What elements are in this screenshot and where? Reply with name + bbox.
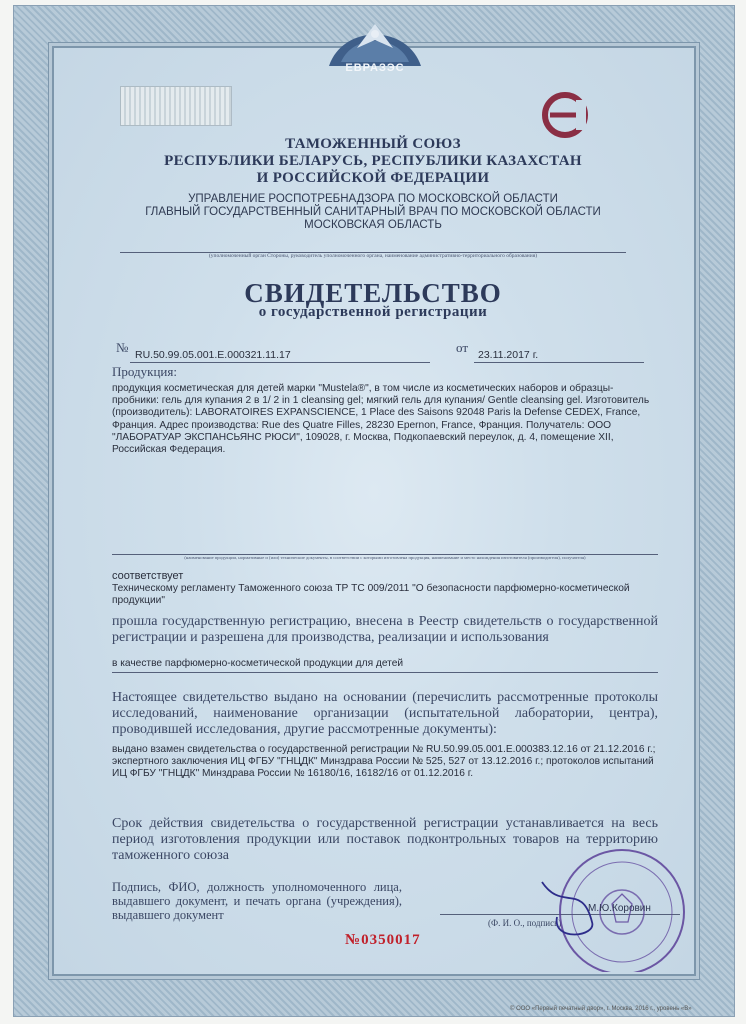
registry-text: прошла государственную регистрацию, внесена в Реестр свидетельств о государственной регистрации и разрешена для производства, реализации и использования — [112, 614, 658, 645]
signatory-name: М.Ю.Коровин — [588, 903, 651, 914]
basis-details: выдано взамен свидетельства о государственной регистрации № RU.50.99.05.001.Е.000383.12.16 от 21.12.2016 г.; экспертного заключения ИЦ ФГБУ "ГНЦДК" Минздрава России № 525, 527 от 13.12.2016 г.; протоколов испытаний ИЦ ФГБУ "ГНЦДК" Минздрава России № 16180/16, 16182/16 от 01.12.2016 г. — [112, 744, 656, 780]
hologram-sticker — [120, 86, 232, 126]
number-label: № — [116, 340, 129, 355]
union-line-2: РЕСПУБЛИКИ БЕЛАРУСЬ, РЕСПУБЛИКИ КАЗАХСТАН — [164, 153, 582, 169]
date-label: от — [456, 340, 469, 355]
union-line-1: ТАМОЖЕННЫЙ СОЮЗ — [285, 136, 461, 152]
number-rule — [130, 362, 430, 363]
conformity-label: соответствует — [112, 570, 184, 582]
signature-caption: (Ф. И. О., подпись) — [488, 918, 562, 928]
product-caption: (наименование продукции, нормативные и (или) технические документы, в соответствии с которыми изготовлена продукция, наименование и место нахождения изготовителя (производителя), получателя) — [184, 555, 586, 560]
date-rule — [474, 362, 644, 363]
product-text: продукция косметическая для детей марки "Mustela®", в том числе из косметических наборов и образцы-пробники: гель для купания 2 в 1/ 2 in 1 cleansing gel; мягкий гель для купания/ Gentle cleansing gel. Изготовитель (производитель): LABORATOIRES EXPANSCIENCE, 1 Place des Saisons 92048 Paris la Defense CEDEX, France, Франция. Адрес производства: Rue des Quatre Filles, 28230 Epernon, France, Франция. Получатель: ООО "ЛАБОРАТУАР ЭКСПАНСЬЯНС РЮСИ", 109028, г. Москва, Подкопаевский переулок, д. 4, помещение XII, Российская Федерация. — [112, 383, 650, 456]
product-label: Продукция: — [112, 364, 177, 379]
serial-number: №0350017 — [345, 932, 421, 948]
authority-line-2: ГЛАВНЫЙ ГОСУДАРСТВЕННЫЙ САНИТАРНЫЙ ВРАЧ ПО МОСКОВСКОЙ ОБЛАСТИ — [145, 206, 601, 218]
signature-text: Подпись, ФИО, должность уполномоченного лица, выдавшего документ, и печать органа (учреждения), выдавшего документ — [112, 880, 402, 922]
union-line-3: И РОССИЙСКОЙ ФЕДЕРАЦИИ — [256, 170, 490, 186]
conformity-text: Техническому регламенту Таможенного союза ТР ТС 009/2011 "О безопасности парфюмерно-косметической продукции" — [112, 583, 630, 607]
conformity-mark-icon — [540, 90, 590, 140]
document-subtitle: о государственной регистрации — [258, 304, 488, 320]
authority-line-1: УПРАВЛЕНИЕ РОСПОТРЕБНАДЗОРА ПО МОСКОВСКОЙ ОБЛАСТИ — [188, 193, 558, 205]
printer-footer: © ООО «Первый печатный двор», г. Москва, 2016 г., уровень «В» — [510, 1006, 692, 1012]
usage-text: в качестве парфюмерно-косметической продукции для детей — [112, 658, 404, 669]
registration-date: 23.11.2017 г. — [478, 349, 539, 361]
authority-line-3: МОСКОВСКАЯ ОБЛАСТЬ — [304, 219, 442, 231]
validity-text: Срок действия свидетельства о государственной регистрации устанавливается на весь период изготовления продукции или поставок подконтрольных товаров на территорию таможенного союза — [112, 816, 658, 863]
basis-text: Настоящее свидетельство выдано на основании (перечислить рассмотренные протоколы исследований, наименование организации (испытательной лаборатории, центра), проводившей исследования, другие рассмотренные документы): — [112, 690, 658, 737]
document-title: СВИДЕТЕЛЬСТВО — [244, 278, 502, 308]
registration-number: RU.50.99.05.001.Е.000321.11.17 — [135, 349, 291, 361]
authority-caption: (уполномоченный орган Стороны, руководитель уполномоченного органа, наименование административно-территориального образования) — [208, 253, 538, 259]
eurasec-label: ЕВРАЗЭС — [345, 62, 405, 74]
usage-rule — [112, 672, 658, 673]
